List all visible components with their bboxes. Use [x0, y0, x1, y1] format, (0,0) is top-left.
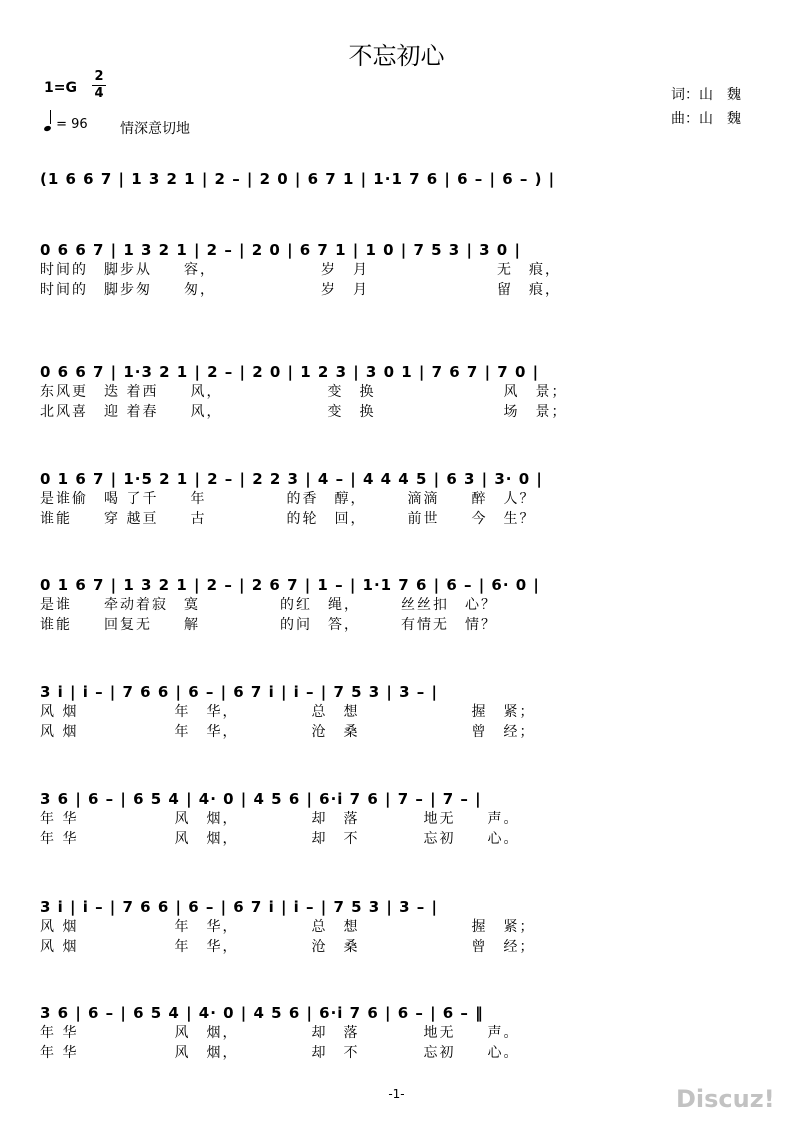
quarter-note-icon [43, 125, 51, 132]
score-system-3 [40, 363, 756, 421]
lyric-verse-1: 年 华 风 烟， 却 落 地无 声。 [40, 1025, 520, 1041]
page-number: -1- [388, 1087, 405, 1101]
lyric-verse-1: 风 烟 年 华， 总 想 握 紧； [40, 919, 536, 935]
notation-line: 3 6 | 6 – | 6 5 4 | 4· 0 | 4 5 6 | 6·i 7 6 | 7 – | 7 – | [40, 790, 482, 808]
meter-bottom: 4 [94, 86, 104, 101]
notation-line: 0 1 6 7 | 1 3 2 1 | 2 – | 2 6 7 | 1 – | 1·1 7 6 | 6 – | 6· 0 | [40, 576, 540, 594]
notation-line: 3 6 | 6 – | 6 5 4 | 4· 0 | 4 5 6 | 6·i 7 6 | 6 – | 6 – ‖ [40, 1004, 484, 1022]
notation-line: 0 1 6 7 | 1·5 2 1 | 2 – | 2 2 3 | 4 – | 4 4 4 5 | 6 3 | 3· 0 | [40, 470, 543, 488]
key-signature: 1=G [44, 80, 77, 96]
song-title: 不忘初心 [348, 42, 445, 70]
notation-line: 3 i | i – | 7 6 6 | 6 – | 6 7 i | i – | 7 5 3 | 3 – | [40, 683, 438, 701]
lyric-verse-1: 东风更 迭 着西 风， 变 换 风 景； [40, 384, 568, 400]
lyric-verse-2: 北风喜 迎 着春 风， 变 换 场 景； [40, 404, 568, 420]
lyric-verse-2: 年 华 风 烟， 却 不 忘初 心。 [40, 1045, 520, 1061]
score-system-1 [40, 170, 756, 188]
lyric-verse-1: 时间的 脚步从 容， 岁 月 无 痕， [40, 262, 561, 278]
lyric-verse-2: 风 烟 年 华， 沧 桑 曾 经； [40, 724, 536, 740]
note-stem [50, 110, 51, 124]
lyricist-credit: 词：山 魏 [671, 87, 741, 103]
tempo-marking [44, 114, 88, 132]
score-system-6 [40, 683, 756, 741]
lyric-verse-2: 谁能 穿 越亘 古 的轮 回， 前世 今 生？ [40, 511, 536, 527]
lyric-verse-2: 年 华 风 烟， 却 不 忘初 心。 [40, 831, 520, 847]
composer-credit: 曲：山 魏 [671, 111, 741, 127]
lyric-verse-1: 年 华 风 烟， 却 落 地无 声。 [40, 811, 520, 827]
time-signature [92, 70, 106, 101]
lyric-verse-1: 是谁偷 喝 了千 年 的香 醇， 滴滴 醉 人？ [40, 491, 536, 507]
tempo-value: = 96 [56, 117, 88, 132]
lyric-verse-2: 风 烟 年 华， 沧 桑 曾 经； [40, 939, 536, 955]
meter-top: 2 [94, 69, 104, 84]
lyric-verse-2: 时间的 脚步匆 匆， 岁 月 留 痕， [40, 282, 561, 298]
score-system-7 [40, 790, 756, 848]
lyric-verse-1: 是谁 牵动着寂 寞 的红 绳， 丝丝扣 心？ [40, 597, 497, 613]
score-system-2 [40, 241, 756, 299]
score-system-5 [40, 576, 756, 634]
notation-line: 3 i | i – | 7 6 6 | 6 – | 6 7 i | i – | 7 5 3 | 3 – | [40, 898, 438, 916]
expression-marking: 情深意切地 [120, 121, 190, 137]
score-system-8 [40, 898, 756, 956]
notation-line: (1 6 6 7 | 1 3 2 1 | 2 – | 2 0 | 6 7 1 | 1·1 7 6 | 6 – | 6 – ) | [40, 170, 556, 188]
score-system-9 [40, 1004, 756, 1062]
site-watermark-logo: Discuz! [676, 1085, 775, 1113]
notation-line: 0 6 6 7 | 1·3 2 1 | 2 – | 2 0 | 1 2 3 | 3 0 1 | 7 6 7 | 7 0 | [40, 363, 540, 381]
lyric-verse-2: 谁能 回复无 解 的问 答， 有情无 情？ [40, 617, 497, 633]
notation-line: 0 6 6 7 | 1 3 2 1 | 2 – | 2 0 | 6 7 1 | 1 0 | 7 5 3 | 3 0 | [40, 241, 521, 259]
lyric-verse-1: 风 烟 年 华， 总 想 握 紧； [40, 704, 536, 720]
score-system-4 [40, 470, 756, 528]
